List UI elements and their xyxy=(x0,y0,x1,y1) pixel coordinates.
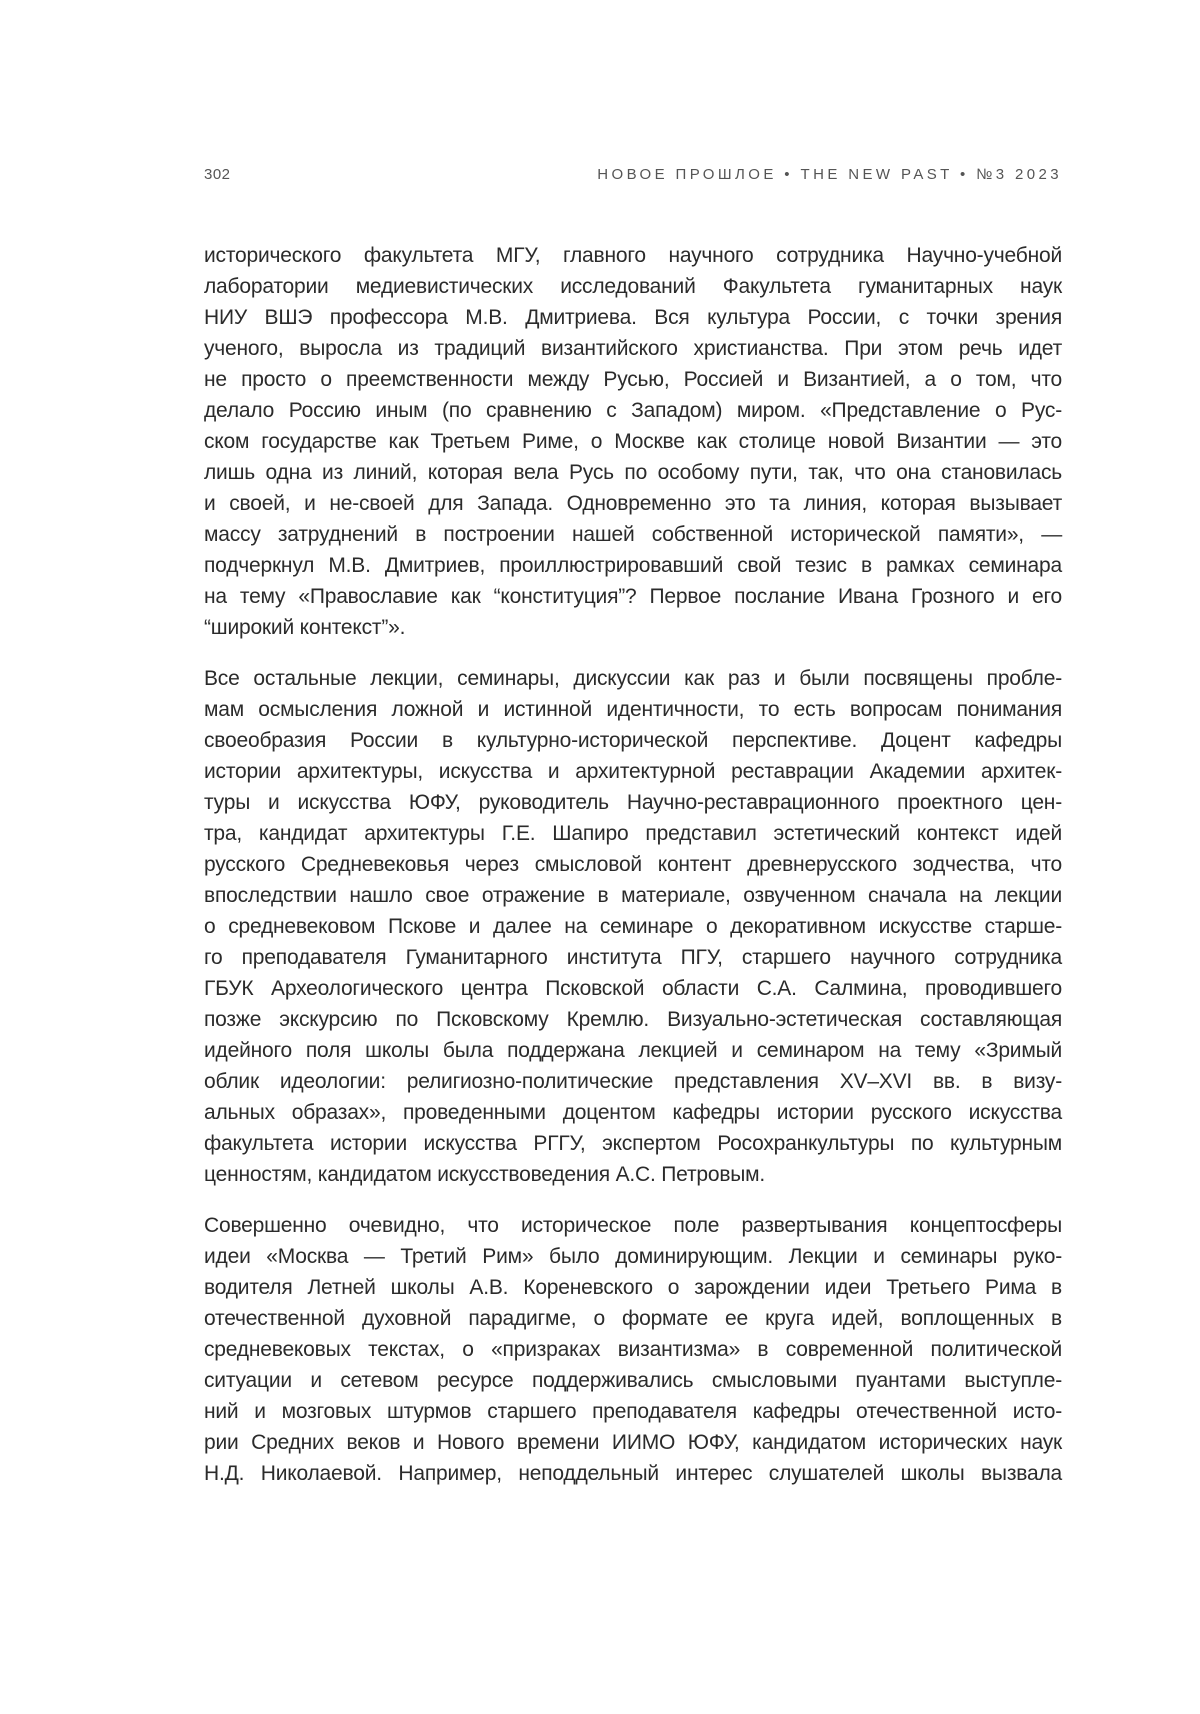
text-line: туры и искусства ЮФУ, руководитель Научно-реставрационного проектного цен- xyxy=(204,787,1062,818)
text-line: исторического факультета МГУ, главного научного сотрудника Научно-учебной xyxy=(204,240,1062,271)
text-line: средневековых текстах, о «призраках византизма» в современной политической xyxy=(204,1334,1062,1365)
running-head: НОВОЕ ПРОШЛОЕ • THE NEW PAST • №3 2023 xyxy=(597,166,1062,183)
text-line: о средневековом Пскове и далее на семинаре о декоративном искусстве старше- xyxy=(204,911,1062,942)
text-line: лишь одна из линий, которая вела Русь по особому пути, так, что она становилась xyxy=(204,457,1062,488)
article-body xyxy=(204,240,1062,1509)
text-line: ском государстве как Третьем Риме, о Москве как столице новой Византии — это xyxy=(204,426,1062,457)
page-number: 302 xyxy=(204,166,231,183)
text-line: и своей, и не-своей для Запада. Одновременно это та линия, которая вызывает xyxy=(204,488,1062,519)
text-line: ситуации и сетевом ресурсе поддерживались смысловыми пуантами выступле- xyxy=(204,1365,1062,1396)
page-header xyxy=(204,166,1062,190)
text-line: Совершенно очевидно, что историческое поле развертывания концептосферы xyxy=(204,1210,1062,1241)
text-line: факультета истории искусства РГГУ, экспертом Росохранкультуры по культурным xyxy=(204,1128,1062,1159)
text-line: водителя Летней школы А.В. Кореневского о зарождении идеи Третьего Рима в xyxy=(204,1272,1062,1303)
text-line: не просто о преемственности между Русью, Россией и Византией, а о том, что xyxy=(204,364,1062,395)
text-line: лаборатории медиевистических исследований Факультета гуманитарных наук xyxy=(204,271,1062,302)
text-line: мам осмысления ложной и истинной идентичности, то есть вопросам понимания xyxy=(204,694,1062,725)
text-line: Н.Д. Николаевой. Например, неподдельный интерес слушателей школы вызвала xyxy=(204,1458,1062,1489)
text-line: истории архитектуры, искусства и архитектурной реставрации Академии архитек- xyxy=(204,756,1062,787)
text-line: впоследствии нашло свое отражение в материале, озвученном сначала на лекции xyxy=(204,880,1062,911)
text-line: идейного поля школы была поддержана лекцией и семинаром на тему «Зримый xyxy=(204,1035,1062,1066)
text-line: альных образах», проведенными доцентом кафедры истории русского искусства xyxy=(204,1097,1062,1128)
text-line: своеобразия России в культурно-исторической перспективе. Доцент кафедры xyxy=(204,725,1062,756)
text-line: ГБУК Археологического центра Псковской области С.А. Салмина, проводившего xyxy=(204,973,1062,1004)
text-line: делало Россию иным (по сравнению с Западом) миром. «Представление о Рус- xyxy=(204,395,1062,426)
text-line: ценностям, кандидатом искусствоведения А.С. Петровым. xyxy=(204,1159,1062,1190)
text-line: тра, кандидат архитектуры Г.Е. Шапиро представил эстетический контекст идей xyxy=(204,818,1062,849)
text-line: русского Средневековья через смысловой контент древнерусского зодчества, что xyxy=(204,849,1062,880)
paragraph xyxy=(204,240,1062,643)
text-line: массу затруднений в построении нашей собственной исторической памяти», — xyxy=(204,519,1062,550)
paragraph xyxy=(204,1210,1062,1489)
paragraph xyxy=(204,663,1062,1190)
text-line: НИУ ВШЭ профессора М.В. Дмитриева. Вся культура России, с точки зрения xyxy=(204,302,1062,333)
text-line: на тему «Православие как “конституция”? Первое послание Ивана Грозного и его xyxy=(204,581,1062,612)
text-line: ученого, выросла из традиций византийского христианства. При этом речь идет xyxy=(204,333,1062,364)
text-line: идеи «Москва — Третий Рим» было доминирующим. Лекции и семинары руко- xyxy=(204,1241,1062,1272)
text-line: “широкий контекст”». xyxy=(204,612,1062,643)
text-line: Все остальные лекции, семинары, дискуссии как раз и были посвящены пробле- xyxy=(204,663,1062,694)
text-line: облик идеологии: религиозно-политические представления XV–XVI вв. в визу- xyxy=(204,1066,1062,1097)
text-line: ний и мозговых штурмов старшего преподавателя кафедры отечественной исто- xyxy=(204,1396,1062,1427)
text-line: позже экскурсию по Псковскому Кремлю. Визуально-эстетическая составляющая xyxy=(204,1004,1062,1035)
text-line: подчеркнул М.В. Дмитриев, проиллюстрировавший свой тезис в рамках семинара xyxy=(204,550,1062,581)
text-line: отечественной духовной парадигме, о формате ее круга идей, воплощенных в xyxy=(204,1303,1062,1334)
text-line: го преподавателя Гуманитарного института ПГУ, старшего научного сотрудника xyxy=(204,942,1062,973)
text-line: рии Средних веков и Нового времени ИИМО ЮФУ, кандидатом исторических наук xyxy=(204,1427,1062,1458)
